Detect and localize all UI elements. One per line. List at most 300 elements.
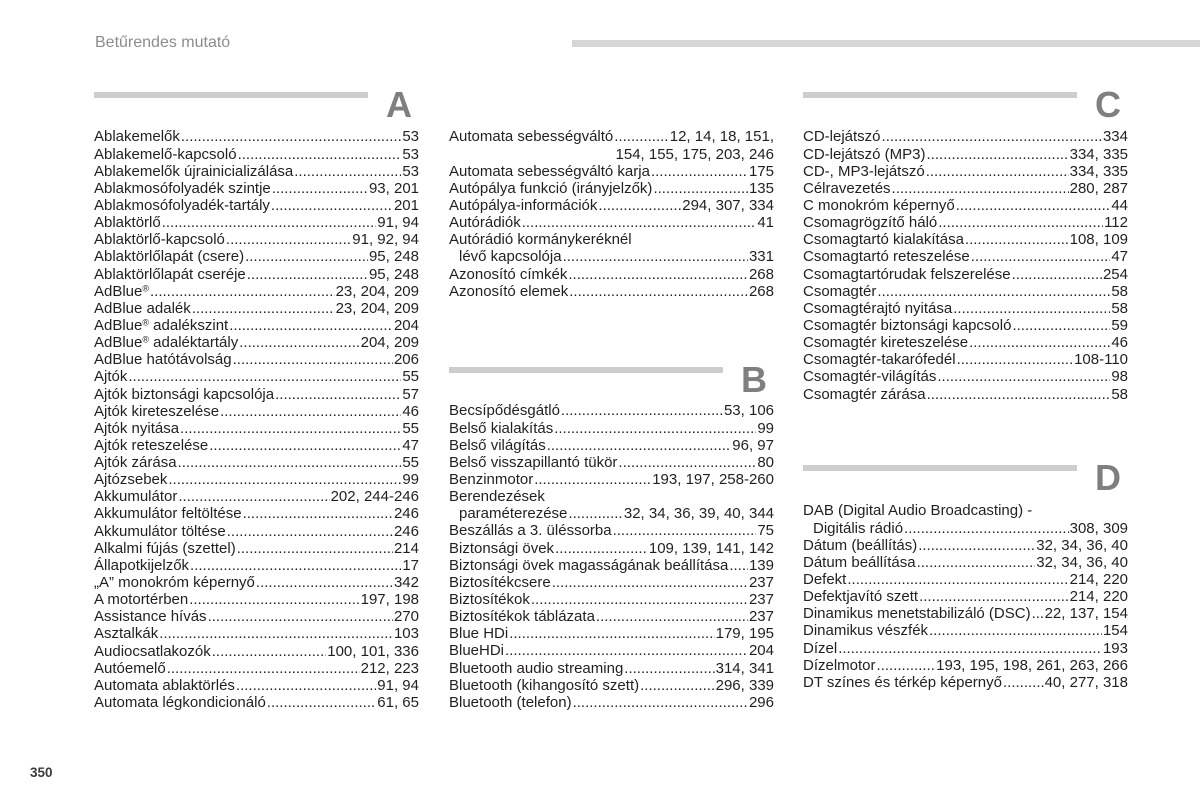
index-entry-line: [94, 643, 419, 660]
index-term: Csomagtérajtó nyitása: [803, 299, 953, 317]
leader-dots: [245, 248, 368, 265]
index-term: Ajtók zárása: [94, 454, 177, 472]
section-b-heading: [449, 359, 774, 406]
index-entry-line: [803, 674, 1128, 691]
leader-dots: [226, 231, 351, 248]
leader-dots: [847, 571, 1068, 588]
page-references: 175: [748, 162, 774, 180]
index-entry-line: [94, 266, 419, 283]
leader-dots: [128, 368, 401, 385]
page-references: 254: [1102, 265, 1128, 283]
leader-dots: [552, 574, 748, 591]
index-term: Akkumulátor feltöltése: [94, 505, 242, 523]
index-term: Biztonsági övek: [449, 539, 555, 557]
page-references: 237: [748, 590, 774, 608]
leader-dots: [243, 505, 393, 522]
page-references: 296: [748, 693, 774, 711]
index-term: CD-lejátszó (MP3): [803, 145, 926, 163]
leader-dots: [227, 523, 393, 540]
index-entry: [803, 317, 1128, 334]
leader-dots: [505, 642, 748, 659]
index-term: DAB (Digital Audio Broadcasting) -: [803, 502, 1033, 520]
index-entry: [449, 660, 774, 677]
index-entry: [94, 214, 419, 231]
page-references: 99: [402, 471, 419, 489]
page-references: 214, 220: [1069, 588, 1128, 606]
leader-dots: [969, 334, 1110, 351]
leader-dots: [971, 248, 1111, 265]
page-references: 206: [393, 351, 419, 369]
section-c-rule: [803, 92, 1077, 98]
index-entry-line: [449, 214, 774, 231]
index-term: Autórádiók: [449, 214, 521, 232]
index-entry-line: [449, 420, 774, 437]
leader-dots: [271, 197, 393, 214]
leader-dots: [624, 660, 714, 677]
index-term: Autópálya funkció (irányjelzők): [449, 179, 653, 197]
page-references: 308, 309: [1069, 519, 1128, 537]
index-entry-line: [94, 523, 419, 540]
index-entry: [803, 197, 1128, 214]
leader-dots: [640, 677, 715, 694]
index-entry-line: [94, 368, 419, 385]
index-entry-line: [803, 231, 1128, 248]
index-entry-line: [94, 128, 419, 145]
index-term: Belső kialakítás: [449, 419, 554, 437]
index-entry-line: [449, 471, 774, 488]
index-entry: [449, 231, 774, 265]
registered-trademark-mark: ®: [142, 317, 150, 328]
page-references: 59: [1111, 316, 1128, 334]
index-entry-line: [94, 317, 419, 334]
index-term: Digitális rádió: [813, 519, 904, 537]
leader-dots: [256, 574, 393, 591]
index-term: Ajtók: [94, 368, 128, 386]
page-references: 40, 277, 318: [1044, 673, 1128, 691]
leader-dots: [168, 471, 401, 488]
index-entry: [803, 300, 1128, 317]
page-references: 75: [757, 522, 774, 540]
leader-dots: [178, 488, 329, 505]
index-term: Alkalmi fújás (szettel): [94, 539, 236, 557]
index-term: Állapotkijelzők: [94, 556, 190, 574]
index-term: Biztosítékok táblázata: [449, 608, 595, 626]
index-entry: [449, 557, 774, 574]
index-entry: [94, 403, 419, 420]
index-term: Automata ablaktörlés: [94, 676, 235, 694]
index-entry-line: [94, 471, 419, 488]
index-entry-line: [449, 591, 774, 608]
page-references: 103: [393, 625, 419, 643]
leader-dots: [618, 454, 756, 471]
index-entry: [449, 471, 774, 488]
index-entry: [449, 437, 774, 454]
page-references: 193, 197, 258-260: [652, 470, 774, 488]
index-entry: [803, 180, 1128, 197]
leader-dots: [555, 540, 648, 557]
leader-dots: [918, 537, 1035, 554]
index-entry-line: [94, 591, 419, 608]
index-entry-line: [803, 537, 1128, 554]
index-entry: [803, 386, 1128, 403]
index-entry: [94, 128, 419, 145]
index-entry: [803, 248, 1128, 265]
index-term: Autóemelő: [94, 659, 166, 677]
index-term: Biztonsági övek magasságának beállítása: [449, 556, 729, 574]
index-entry-line: [94, 214, 419, 231]
page-references: 193, 195, 198, 261, 263, 266: [936, 656, 1128, 674]
index-entry: [803, 163, 1128, 180]
index-term: Ablaktörlőlapát cseréje: [94, 265, 246, 283]
page-references: 23, 204, 209: [335, 282, 419, 300]
index-term: paraméterezése: [459, 505, 568, 523]
index-column-2: [449, 0, 774, 800]
index-entry-line: [94, 197, 419, 214]
index-entry-line: [449, 283, 774, 300]
index-entry-line: [803, 571, 1128, 588]
page-references: 202, 244-246: [330, 488, 419, 506]
index-term: AdBlue®: [94, 282, 150, 300]
leader-dots: [877, 283, 1110, 300]
page-references: 22, 137, 154: [1044, 605, 1128, 623]
index-entry-line: [94, 283, 419, 300]
index-entry-line: [449, 402, 774, 419]
index-entry: [803, 128, 1128, 145]
index-term: Dízel: [803, 639, 838, 657]
page-references: 53, 106: [723, 402, 774, 420]
index-entry: [94, 471, 419, 488]
index-entry-line: [803, 640, 1128, 657]
section-a-rule: [94, 92, 368, 98]
page-references: 41: [757, 214, 774, 232]
index-entry-line: [449, 522, 774, 539]
page-references: 193: [1102, 639, 1128, 657]
page-references: 47: [1111, 248, 1128, 266]
index-entry-line: [94, 403, 419, 420]
page-references: 61, 65: [377, 694, 419, 712]
section-c-letter: C: [1095, 84, 1121, 125]
index-term: Azonosító címkék: [449, 265, 568, 283]
index-term: Dátum (beállítás): [803, 536, 918, 554]
leader-dots: [927, 146, 1069, 163]
index-entry: [803, 674, 1128, 691]
index-entry: [94, 334, 419, 351]
leader-dots: [613, 522, 757, 539]
index-entry: [449, 283, 774, 300]
index-entry: [94, 505, 419, 522]
index-entry: [803, 283, 1128, 300]
index-term: Akkumulátor: [94, 488, 178, 506]
index-entry-line: [449, 660, 774, 677]
index-entry-line: [449, 266, 774, 283]
index-entry: [449, 128, 774, 162]
index-term: Dinamikus menetstabilizáló (DSC): [803, 605, 1031, 623]
index-entry-line: [449, 163, 774, 180]
page-references: 342: [393, 574, 419, 592]
page-references: 95, 248: [368, 265, 419, 283]
page-references: 23, 204, 209: [335, 299, 419, 317]
leader-dots: [189, 591, 359, 608]
index-entry: [94, 540, 419, 557]
leader-dots: [569, 283, 748, 300]
index-term: Assistance hívás: [94, 608, 207, 626]
leader-dots: [554, 420, 756, 437]
page-references: 91, 92, 94: [352, 231, 419, 249]
index-term: BlueHDi: [449, 642, 505, 660]
index-term: Audiocsatlakozók: [94, 642, 211, 660]
leader-dots: [522, 214, 757, 231]
page-references: 93, 201: [368, 179, 419, 197]
index-term: Ajtók biztonsági kapcsolója: [94, 385, 275, 403]
index-term: C monokróm képernyő: [803, 196, 955, 214]
page-references: 237: [748, 608, 774, 626]
index-entry-continued-line: [449, 248, 774, 265]
index-entry-line: [94, 163, 419, 180]
registered-trademark-mark: ®: [142, 283, 150, 294]
page-references: 80: [757, 453, 774, 471]
section-d-letter: D: [1095, 456, 1121, 498]
index-term: Csomagtér zárása: [803, 385, 926, 403]
index-entry-line: [449, 540, 774, 557]
index-term: Ajtók nyitása: [94, 419, 180, 437]
index-entry-line: [94, 386, 419, 403]
page-references: 280, 287: [1069, 179, 1128, 197]
index-entry-line: [94, 677, 419, 694]
page-references: 212, 223: [360, 659, 419, 677]
page-references: 53: [402, 162, 419, 180]
leader-dots: [1003, 674, 1044, 691]
index-entry-line: [803, 351, 1128, 368]
page-references: 334, 335: [1069, 145, 1128, 163]
page-references: 334, 335: [1069, 162, 1128, 180]
index-entry: [803, 231, 1128, 248]
page-references: 55: [402, 454, 419, 472]
index-term: Ablaktörlő: [94, 214, 161, 232]
index-entry-line: [803, 605, 1128, 622]
page-references: 32, 34, 36, 40: [1036, 553, 1128, 571]
index-entry-line: [803, 657, 1128, 674]
index-entry: [94, 660, 419, 677]
index-entry: [94, 557, 419, 574]
index-entry: [94, 300, 419, 317]
page-references: 214: [393, 539, 419, 557]
leader-dots: [212, 643, 327, 660]
index-entry: [94, 420, 419, 437]
index-entry: [449, 574, 774, 591]
index-entry-line: [94, 694, 419, 711]
page-references: 331: [748, 248, 774, 266]
leader-dots: [220, 403, 401, 420]
page-references: 268: [748, 265, 774, 283]
index-term: Ablakemelő-kapcsoló: [94, 145, 237, 163]
leader-dots: [267, 694, 376, 711]
index-entry: [803, 571, 1128, 588]
leader-dots: [653, 180, 748, 197]
index-entry: [449, 454, 774, 471]
index-entry-line: [94, 146, 419, 163]
index-entry: [803, 214, 1128, 231]
index-entry: [94, 454, 419, 471]
index-entry-line: [449, 677, 774, 694]
page-references: 17: [402, 556, 419, 574]
page-references: 100, 101, 336: [327, 642, 419, 660]
leader-dots: [919, 588, 1069, 605]
index-column-3: [803, 0, 1128, 800]
leader-dots: [229, 317, 393, 334]
page-references: 109, 139, 141, 142: [648, 539, 774, 557]
page-references: 201: [393, 196, 419, 214]
leader-dots: [239, 334, 359, 351]
index-term: Csomagtartórudak felszerelése: [803, 265, 1011, 283]
leader-dots: [162, 214, 377, 231]
index-entry: [94, 163, 419, 180]
index-entry-line: [94, 351, 419, 368]
index-term: Csomagtér-világítás: [803, 368, 937, 386]
index-entry: [449, 420, 774, 437]
index-term: CD-, MP3-lejátszó: [803, 162, 925, 180]
leader-dots: [568, 505, 622, 522]
index-term: Ajtók kireteszelése: [94, 402, 220, 420]
index-entry-line: [94, 608, 419, 625]
index-term: Csomagtartó reteszelése: [803, 248, 970, 266]
index-entry-line: [449, 574, 774, 591]
index-term: Csomagtér kireteszelése: [803, 334, 969, 352]
index-entry-line: [803, 128, 1128, 145]
page-references: 12, 14, 18, 151,: [669, 128, 774, 146]
page-references: 179, 195: [715, 625, 774, 643]
page-references: 91, 94: [377, 676, 419, 694]
index-entry: [94, 608, 419, 625]
index-entry: [803, 351, 1128, 368]
index-entry-line: [449, 437, 774, 454]
index-entry: [803, 657, 1128, 674]
index-term: Asztalkák: [94, 625, 159, 643]
section-a-heading: [94, 84, 419, 131]
index-entry-line: [94, 488, 419, 505]
index-entry-line: [94, 300, 419, 317]
index-entry-line: [94, 454, 419, 471]
index-term: Dinamikus vészfék: [803, 622, 929, 640]
index-term: DT színes és térkép képernyő: [803, 673, 1002, 691]
leader-dots: [150, 283, 335, 300]
page-references: 95, 248: [368, 248, 419, 266]
index-entry: [449, 163, 774, 180]
index-term: Dátum beállítása: [803, 553, 916, 571]
index-entry: [94, 146, 419, 163]
page-references: 204: [748, 642, 774, 660]
index-entry: [449, 214, 774, 231]
section-b-rule: [449, 367, 723, 373]
index-entry: [449, 540, 774, 557]
index-entry-line: [803, 502, 1128, 519]
index-entry: [94, 248, 419, 265]
index-entry-continued-line: [449, 146, 774, 163]
index-entry-line: [803, 554, 1128, 571]
page-references: 96, 97: [732, 436, 774, 454]
index-term: Becsípődésgátló: [449, 402, 560, 420]
section-a-entries: [94, 128, 419, 711]
index-entry-continued-line: [449, 505, 774, 522]
leader-dots: [1012, 317, 1110, 334]
index-entry-line: [449, 642, 774, 659]
leader-dots: [563, 248, 748, 265]
index-term: Biztosítékcsere: [449, 573, 551, 591]
index-term: Automata légkondicionáló: [94, 694, 266, 712]
leader-dots: [233, 351, 393, 368]
page-references: 108-110: [1074, 351, 1128, 369]
index-entry: [94, 488, 419, 505]
leader-dots: [926, 163, 1069, 180]
index-entry: [803, 622, 1128, 639]
index-entry: [803, 334, 1128, 351]
index-term: Csomagrögzítő háló: [803, 214, 938, 232]
leader-dots: [167, 660, 360, 677]
index-entry-line: [449, 231, 774, 248]
index-term: Ablaktörlő-kapcsoló: [94, 231, 225, 249]
index-entry: [94, 351, 419, 368]
index-entry-line: [94, 248, 419, 265]
index-term: A motortérben: [94, 591, 189, 609]
index-entry: [94, 694, 419, 711]
index-entry-line: [449, 180, 774, 197]
leader-dots: [547, 437, 732, 454]
leader-dots: [275, 386, 401, 403]
leader-dots: [192, 300, 335, 317]
leader-dots: [614, 128, 668, 145]
index-entry: [94, 266, 419, 283]
index-entry-line: [449, 694, 774, 711]
page-references: 334: [1102, 128, 1128, 146]
index-entry-continued-line: [803, 520, 1128, 537]
index-entry: [94, 437, 419, 454]
page-references: 237: [748, 573, 774, 591]
index-term: Beszállás a 3. üléssorba: [449, 522, 612, 540]
index-entry-line: [449, 454, 774, 471]
index-entry-line: [803, 386, 1128, 403]
index-term: CD-lejátszó: [803, 128, 881, 146]
leader-dots: [294, 163, 401, 180]
index-term: Célravezetés: [803, 179, 891, 197]
page-references: 246: [393, 522, 419, 540]
leader-dots: [596, 608, 748, 625]
index-term: AdBlue hatótávolság: [94, 351, 232, 369]
running-header-title: Betűrendes mutató: [95, 34, 231, 51]
index-term: AdBlue® adalékszint: [94, 316, 229, 334]
page-references: 44: [1111, 196, 1128, 214]
index-term: Belső visszapillantó tükör: [449, 453, 618, 471]
leader-dots: [929, 622, 1102, 639]
index-entry: [94, 231, 419, 248]
leader-dots: [729, 557, 748, 574]
index-entry-line: [94, 557, 419, 574]
index-term: Automata sebességváltó: [449, 128, 614, 146]
leader-dots: [938, 214, 1103, 231]
index-term: Ablakmosófolyadék szintje: [94, 179, 271, 197]
leader-dots: [573, 694, 748, 711]
page-references: 135: [748, 179, 774, 197]
page-references: 112: [1104, 214, 1128, 232]
leader-dots: [272, 180, 368, 197]
index-entry: [94, 368, 419, 385]
index-entry-line: [803, 300, 1128, 317]
page-references: 55: [402, 368, 419, 386]
index-entry-line: [449, 625, 774, 642]
section-d-rule: [803, 465, 1077, 471]
leader-dots: [838, 640, 1102, 657]
index-entry-line: [803, 266, 1128, 283]
page-references: 53: [402, 128, 419, 146]
page-references: 108, 109: [1069, 231, 1128, 249]
